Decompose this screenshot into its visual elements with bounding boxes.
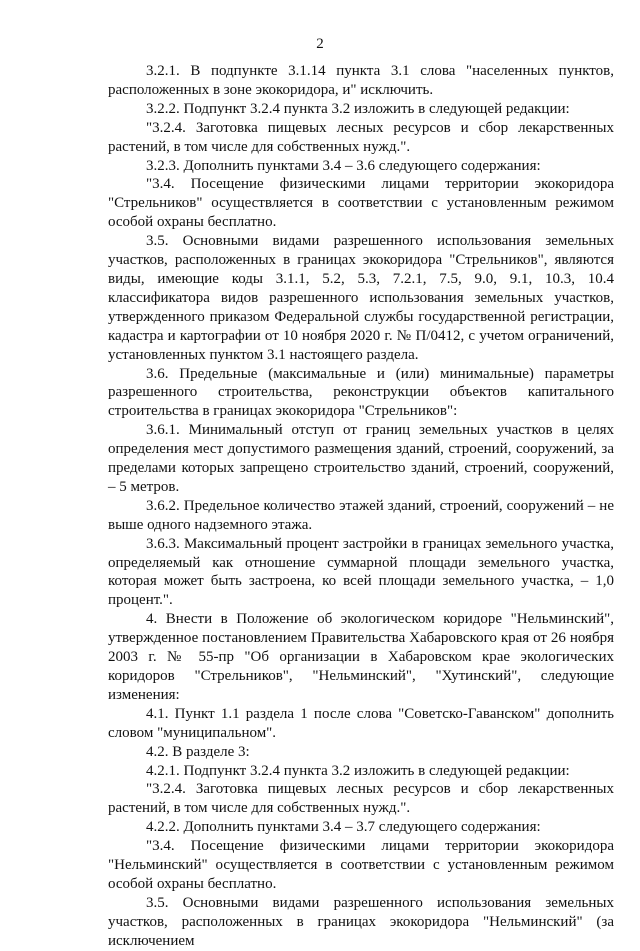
paragraph: 3.5. Основными видами разрешенного использования земельных участков, расположенных в границах экокоридора "Стрельников", являются виды, имеющие коды 3.1.1, 5.2, 5.3, 7.2.1, 7.5, 9.0, 9.1, 10.3, 10.4 классификатора видов разрешенного использования земельных участков, утвержденного приказом Федеральной службы государственной регистрации, кадастра и картографии от 10 ноября 2020 г. № П/0412, с учетом ограничений, установленных пунктом 3.1 настоящего раздела.: [108, 233, 614, 363]
paragraph: 3.6.1. Минимальный отступ от границ земельных участков в целях определения мест допустимого размещения зданий, строений, сооружений, за пределами которых запрещено строительство зданий, строений, сооружений, – 5 метров.: [108, 422, 614, 495]
paragraph: 4. Внести в Положение об экологическом коридоре "Нельминский", утвержденное постановлением Правительства Хабаровского края от 26 ноября 2003 г. № 55-пр "Об организации в Хабаровском крае экологических коридоров "Стрельников", "Нельминский", "Хутинский", следующие изменения:: [108, 611, 614, 703]
document-body: [108, 62, 614, 951]
paragraph: "3.2.4. Заготовка пищевых лесных ресурсов и сбор лекарственных растений, в том числе для собственных нужд.".: [108, 781, 614, 817]
paragraph: "3.2.4. Заготовка пищевых лесных ресурсов и сбор лекарственных растений, в том числе для собственных нужд.".: [108, 119, 614, 155]
paragraph: 3.6.3. Максимальный процент застройки в границах земельного участка, определяемый как отношение суммарной площади земельного участка, которая может быть застроена, ко всей площади земельного участка, – 1,0 процент.".: [108, 535, 614, 609]
paragraph: "3.4. Посещение физическими лицами территории экокоридора "Нельминский" осуществляется в соответствии с установленным режимом особой охраны бесплатно.: [108, 838, 614, 892]
paragraph: 4.2.1. Подпункт 3.2.4 пункта 3.2 изложить в следующей редакции:: [146, 762, 570, 779]
paragraph: 4.2. В разделе 3:: [146, 743, 250, 760]
page-number: 2: [316, 36, 324, 52]
paragraph: 3.2.3. Дополнить пунктами 3.4 – 3.6 следующего содержания:: [146, 157, 541, 174]
paragraph: 3.6.2. Предельное количество этажей зданий, строений, сооружений – не выше одного надземного этажа.: [108, 497, 614, 533]
paragraph: 4.1. Пункт 1.1 раздела 1 после слова "Советско-Гаванском" дополнить словом "муниципальном".: [108, 705, 614, 741]
paragraph: 4.2.2. Дополнить пунктами 3.4 – 3.7 следующего содержания:: [146, 819, 541, 836]
paragraph: 3.6. Предельные (максимальные и (или) минимальные) параметры разрешенного строительства, реконструкции объектов капитального строительства в границах экокоридора "Стрельников":: [108, 365, 614, 420]
paragraph: 3.2.2. Подпункт 3.2.4 пункта 3.2 изложить в следующей редакции:: [146, 100, 570, 117]
paragraph: 3.5. Основными видами разрешенного использования земельных участков, расположенных в границах экокоридора "Нельминский" (за исключением: [108, 894, 614, 949]
paragraph: 3.2.1. В подпункте 3.1.14 пункта 3.1 слова "населенных пунктов, расположенных в зоне экокоридора, и" исключить.: [108, 63, 614, 98]
paragraph: "3.4. Посещение физическими лицами территории экокоридора "Стрельников" осуществляется в соответствии с установленным режимом особой охраны бесплатно.: [108, 176, 614, 231]
